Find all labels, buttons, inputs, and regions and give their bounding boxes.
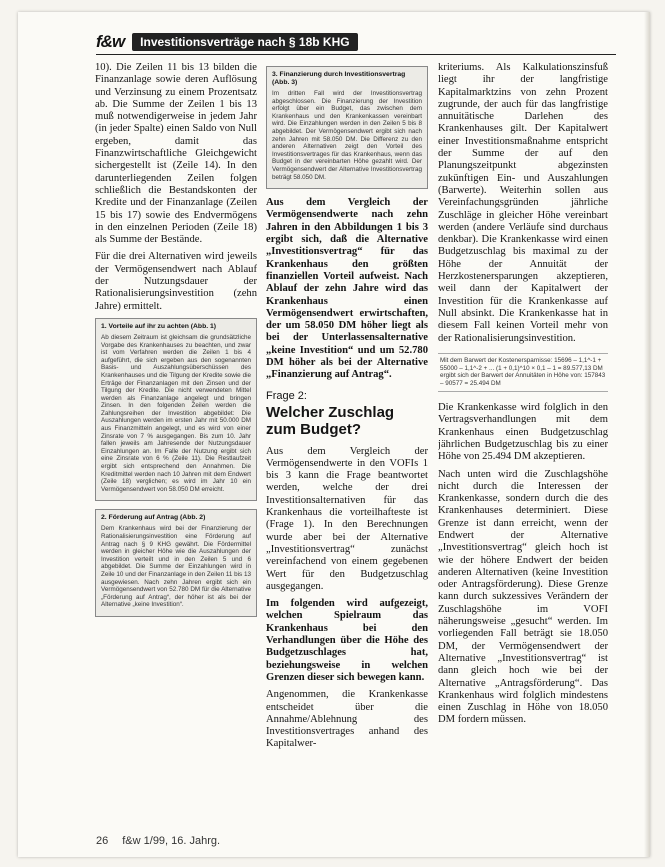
footer-source: f&w 1/99, 16. Jahrg. [122, 835, 221, 847]
info-box-title: 2. Förderung auf Antrag (Abb. 2) [101, 514, 206, 522]
paragraph: kriteriums. Als Kalkulationszinsfuß liegt ihr der langfristige Kapitalmarktzins von zehn Prozent zugrunde, der auch für das langfristige annuitätische Darlehen des Krankenhauses gilt. Der Kapitalwert einer Investitionsmaßnahme entspricht der Summe der auf den Planungszeitpunkt abgezinsten zukünftigen Ein- und Auszahlungen (Barwerte). Weiterhin sollen aus Vereinfachungsgründen jährliche Zuschläge in gleicher Höhe vereinbart werden (andere Verläufe sind durchaus denkbar). Die Krankenkasse wird einen Budgetzuschlag bis maximal zu der Höhe der Annuität der Herzkostenersparungen akzeptieren, weil dann der Kapitalwert der Investition für die Krankenkasse auf Null absinkt. Die Krankenkasse hat in diesem Fall keinen Vorteil mehr von der Rationalisierungsinvestition. [438, 62, 608, 344]
page-footer [96, 835, 220, 847]
paragraph-bold: Aus dem Vergleich der Vermögensendwerte nach zehn Jahren in den Abbildungen 1 bis 3 ergibt sich, daß die Alternative „Investitionsvertrag“ für das Krankenhaus den größten finanziellen Vorteil aufweist. Nach Ablauf der zehn Jahre wird das Krankenhaus einen Vermögensendwert erwirtschaften, der um 58.050 DM höher liegt als bei der Unterlassensalternative „keine Investition“ und um 52.780 DM höher als bei der Alternative „Finanzierung auf Antrag“. [266, 197, 428, 381]
paragraph: Aus dem Vergleich der Vermögensendwerte in den VOFIs 1 bis 3 kann die Frage beantwortet werden, welche der drei Investitionsalternativen für das Krankenhaus die vorteilhafteste ist (Frage 1). In den Berechnungen wurde aber bei der Alternative „Investitionsvertrag“ zunächst vereinfachend von einem gegebenen Wert für den Budgetzuschlag ausgegangen. [266, 445, 428, 592]
column-middle [266, 62, 428, 756]
header-title: Investitionsverträge nach § 18b KHG [132, 33, 357, 51]
info-box-title: 1. Vorteile auf ihr zu achten (Abb. 1) [101, 322, 217, 330]
paragraph-bold: Im folgenden wird aufgezeigt, welchen Spielraum das Krankenhaus bei den Verhandlungen über die Höhe des Budgetzuschlages hat, beziehungsweise in welchen Grenzen dieser sich bewegen kann. [266, 598, 428, 683]
info-box-foerderung [95, 509, 257, 617]
paragraph: Die Krankenkasse wird folglich in den Vertragsverhandlungen mit dem Krankenhaus einen Budgetzuschlag jährlichen Budgetzuschlag bis zu einer Höhe von 25.494 DM akzeptieren. [438, 402, 608, 463]
question-title: Welcher Zuschlag zum Budget? [266, 403, 395, 438]
info-box-body: Im dritten Fall wird der Investitionsvertrag abgeschlossen. Die Finanzierung der Investition erfolgt über ein Budget, das zwischen dem Krankenhaus und den Krankenkassen vereinbart wird. Die Einzahlungen werden in den Zeilen 5 bis 8 abgebildet. Der Vermögensendwert ergibt sich nach zehn Jahren mit 58.050 DM. Die Differenz zu den anderen Alternativen zeigt den Vorteil des Investitionsvertrages für das Krankenhaus, wenn das Budget in der vereinbarten Höhe gezahlt wird. Der Vermögensendwert der Alternative Investitionsvertrag beträgt 58.050 DM. [272, 90, 422, 181]
question-label: Frage 2: [266, 389, 307, 402]
column-left [95, 62, 257, 625]
document-page [18, 12, 650, 857]
paragraph: Nach unten wird die Zuschlagshöhe nicht durch die Interessen der Krankenkasse, sondern durch die des Krankenhauses determiniert. Diese Grenze ist dann erreicht, wenn der Endwert der Alternative „Investitionsvertrag“ gleich hoch ist wie der höhere Endwert der beiden anderen Alternativen (keine Investition oder Antragsförderung). Diese Grenze kann durch sukzessives Verändern der Zuschlagshöhe im VOFI näherungsweise „gesucht“ werden. Im vorliegenden Fall beträgt sie 18.050 DM, der Vermögensendwert der Alternative „Investitionsvertrag“ ist dann gleich hoch wie bei der Alternative „Antragsförderung“. Das Krankenhaus wird folglich mindestens einen Zuschlag in Höhe von 18.050 DM fordern müssen. [438, 468, 608, 726]
formula-block: Mit dem Barwert der Kostenersparnisse: 15696 – 1,1^-1 + 55000 – 1,1^-2 + ... (1 + 0,1)^10 × 0,1 – 1 = 89.577,13 DM ergibt sich der Barwert der Annuitäten in Höhe von: 157843 – 90577 = 25.494 DM [438, 353, 608, 392]
column-right [438, 62, 608, 732]
info-box-vorteile [95, 318, 257, 501]
paragraph: Angenommen, die Krankenkasse entscheidet über die Annahme/Ablehnung des Investitionsvertrages anhand des Kapitalwer- [266, 689, 428, 750]
paragraph: 10). Die Zeilen 11 bis 13 bilden die Finanzanlage sowie deren Auflösung und Verzinsung zu einem Prozentsatz ab. Die Summe der Zeilen 1 bis 13 muß notwendigerweise in jedem Jahr (in jeder Spalte) einen Saldo von Null ergeben, damit das Finanzwirtschaftliche Gleichgewicht sichergestellt ist (Zeile 14). In den darunterliegenden Zeilen folgen schließlich die Bestandskonten der Kredite und der Finanzanlage (Zeilen 15 bis 17) sowie des Endvermögens in den einzelnen Perioden (Zeile 18) als Summe der Bestände. [95, 62, 257, 246]
scan-shadow [644, 12, 650, 857]
info-box-body: Ab diesem Zeitraum ist gleichsam die grundsätzliche Vorgabe des Krankenhauses zu beachten, und zwar ist vom Verfahren werden die Zeilen 1 bis 4 aufgeführt, die sich ergeben aus den sogenannten Basis- und Auszahlungsüberschüssen des Krankenhauses und die Tilgung der Kredite sowie die Erträge der Finanzanlagen mit den Zinsen und der Tilgung der Kredite. Die nicht verwendeten Mittel werden als Finanzanlage angelegt und bringen Zinsen. In den folgenden Zeilen werden die Zahlungsreihen der Investition abgebildet: Die Auszahlungen werden im ersten Jahr mit 50.000 DM aus Finanzmitteln angelegt, und es wird von einer Zinsrate von 7 % ausgegangen. Bis zum 10. Jahr fallen jeweils am Jahresende der Nutzungsdauer Einzahlungen an. Im Falle der Nutzung ergibt sich eine Zinsrate von 6 % (Zeile 11). Die Restlaufzeit ergibt sich entsprechend den Annahmen. Die Kreditmittel werden nach 10 Jahren mit dem Endwert (Zeile 18) verglichen; es wird im Jahr 10 ein Vermögensendwert von 58.050 DM erreicht. [101, 333, 251, 493]
page-header [96, 30, 616, 55]
info-box-investitionsvertrag [266, 66, 428, 189]
paragraph: Für die drei Alternativen wird jeweils der Vermögensendwert nach Ablauf der Nutzungsdauer der Rationalisierungsinvestition (zehn Jahre) ermittelt. [95, 251, 257, 312]
info-box-body: Dem Krankenhaus wird bei der Finanzierung der Rationalisierungsinvestition eine Förderung auf Antrag nach § 9 KHG gewährt. Die Fördermittel werden in gleicher Höhe wie die Auszahlungen der Investition verteilt und in den Zeilen 5 und 6 abgebildet. Die Summe der Einzahlungen wird in Zeile 10 und der Finanzanlage in den Zeilen 11 bis 13 ausgewiesen. Nach zehn Jahren ergibt sich ein Vermögensendwert von 52.780 DM für die Alternative „Förderung auf Antrag“, der höher ist als bei der Alternative „keine Investition“. [101, 525, 251, 609]
magazine-logo: f&w [96, 32, 125, 51]
info-box-title: 3. Finanzierung durch Investitionsvertrag (Abb. 3) [272, 71, 406, 86]
page-number: 26 [96, 835, 109, 847]
